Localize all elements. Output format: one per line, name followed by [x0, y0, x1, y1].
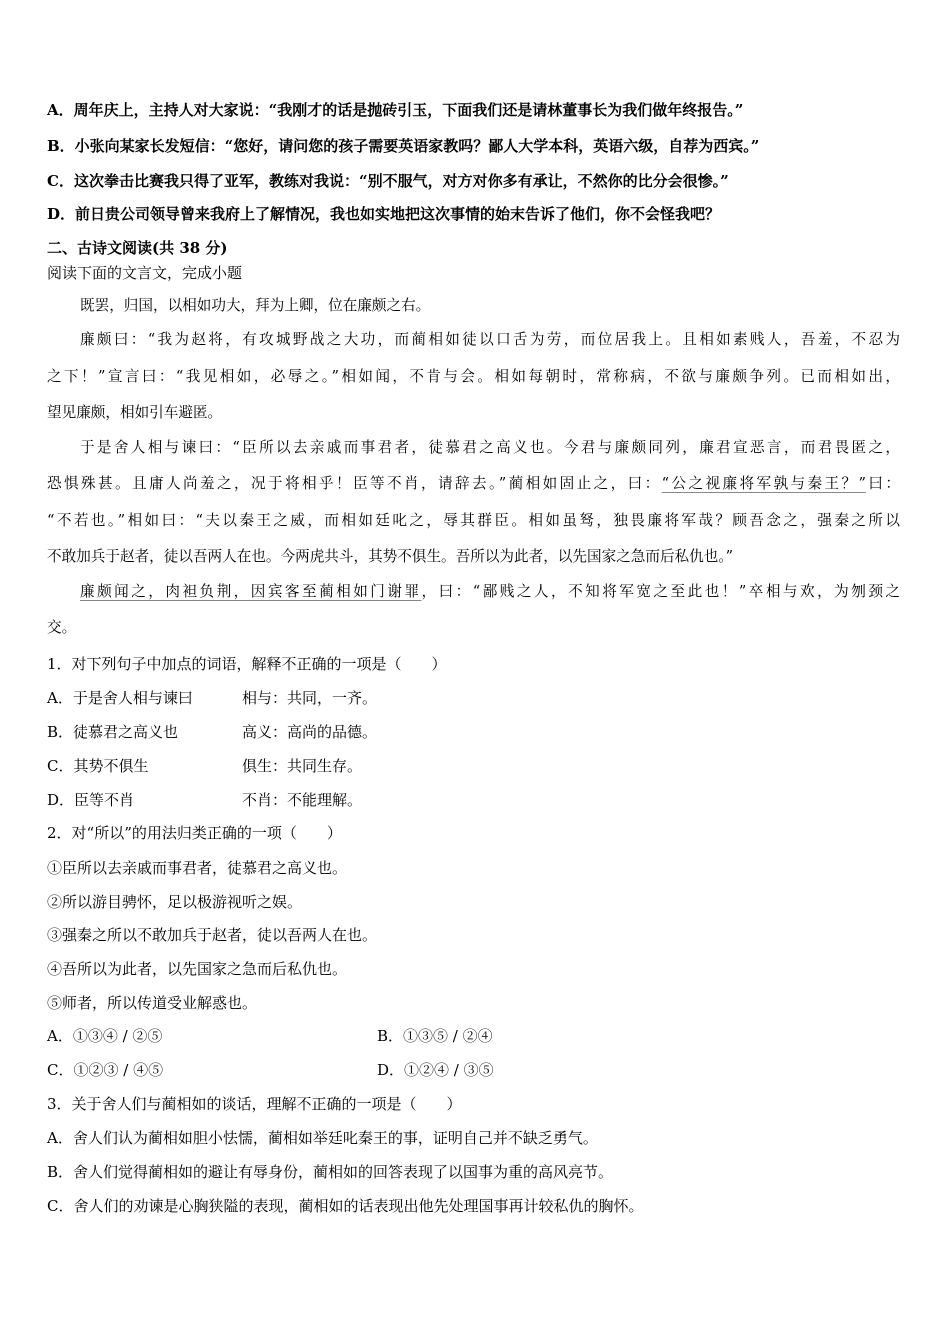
passage-line: 不敢加兵于赵者，徒以吾两人在也。今两虎共斗，其势不俱生。吾所以为此者，以先国家之急而后私仇也。”	[47, 548, 734, 565]
option-sentence: C．其势不俱生	[47, 757, 149, 775]
q1-option-c	[47, 756, 447, 776]
q3-option-b: B．舍人们觉得蔺相如的避让有辱身份，蔺相如的回答表现了以国事为重的高风亮节。	[47, 1163, 614, 1181]
q3-option-c: C．舍人们的劝谏是心胸狭隘的表现，蔺相如的话表现出他先处理国事再计较私仇的胸怀。	[47, 1197, 644, 1215]
passage-line: 望见廉颇，相如引车避匿。	[47, 404, 223, 421]
prev-option-c: C．这次拳击比赛我只得了亚军，教练对我说：“别不服气，对方对你多有承让，不然你的比分会很惨。”	[47, 172, 729, 190]
q2-options-row	[47, 1026, 647, 1046]
q2-option-c: C．①②③ / ④⑤	[47, 1061, 164, 1079]
passage-line	[47, 474, 900, 494]
q2-item: ③强秦之所以不敢加兵于赵者，徒以吾两人在也。	[47, 926, 378, 944]
option-explanation: 不肖：不能理解。	[242, 791, 363, 809]
underlined-sentence: “公之视廉将军孰与秦王？”	[661, 475, 866, 492]
passage-line: “不若也。”相如曰：“夫以秦王之威，而相如廷叱之，辱其群臣。相如虽驽，独畏廉将军哉？顾吾念之，强秦之所以	[47, 512, 900, 529]
passage-line: 之下！”宣言曰：“我见相如，必辱之。”相如闻，不肯与会。相如每朝时，常称病，不欲与廉颇争列。已而相如出，	[47, 368, 900, 385]
passage-text: ，曰：“鄙贱之人，不知将军宽之至此也！”卒相与欢，为刎颈之	[421, 583, 900, 600]
option-explanation: 俱生：共同生存。	[242, 757, 363, 775]
passage-line: 廉颇曰：“我为赵将，有攻城野战之大功，而蔺相如徒以口舌为劳，而位居我上。且相如素贱人，吾羞，不忍为	[80, 331, 900, 348]
instruction: 阅读下面的文言文，完成小题	[47, 264, 243, 282]
q2-options-row	[47, 1060, 647, 1080]
q2-option-b: B．①③⑤ / ②④	[377, 1027, 493, 1045]
q2-stem: 2．对“所以”的用法归类正确的一项（ ）	[47, 824, 342, 842]
q2-item: ⑤师者，所以传道受业解惑也。	[47, 994, 258, 1012]
passage-p1: 既罢，归国，以相如功大，拜为上卿，位在廉颇之右。	[80, 297, 431, 314]
q2-option-d: D．①②④ / ③⑤	[377, 1061, 494, 1079]
passage-line	[47, 582, 900, 602]
passage-line: 交。	[47, 619, 77, 636]
q1-stem: 1．对下列句子中加点的词语，解释不正确的一项是（ ）	[47, 655, 447, 673]
option-sentence: A．于是舍人相与谏曰	[47, 689, 193, 707]
q2-item: ②所以游目骋怀，足以极游视听之娱。	[47, 893, 303, 911]
option-sentence: D．臣等不肖	[47, 791, 135, 809]
q1-option-a	[47, 688, 447, 708]
q3-stem: 3．关于舍人们与蔺相如的谈话，理解不正确的一项是（ ）	[47, 1095, 462, 1113]
q2-item: ①臣所以去亲戚而事君者，徒慕君之高义也。	[47, 859, 348, 877]
prev-option-b: B．小张向某家长发短信：“您好，请问您的孩子需要英语家教吗？鄙人大学本科，英语六级，自荐为西宾。”	[47, 137, 760, 155]
option-explanation: 高义：高尚的品德。	[242, 723, 378, 741]
option-explanation: 相与：共同，一齐。	[242, 689, 378, 707]
section-title: 二、古诗文阅读(共 38 分)	[47, 239, 228, 257]
passage-text: 恐惧殊甚。且庸人尚羞之，况于将相乎！臣等不肖，请辞去。”蔺相如固止之，曰：	[47, 475, 662, 492]
prev-option-a: A．周年庆上，主持人对大家说：“我刚才的话是抛砖引玉，下面我们还是请林董事长为我们做年终报告。”	[47, 101, 744, 119]
q2-item: ④吾所以为此者，以先国家之急而后私仇也。	[47, 960, 348, 978]
q1-option-b	[47, 722, 447, 742]
q3-option-a: A．舍人们认为蔺相如胆小怯懦，蔺相如举廷叱秦王的事，证明自己并不缺乏勇气。	[47, 1129, 598, 1147]
q2-option-a: A．①③④ / ②⑤	[47, 1027, 163, 1045]
passage-text: 曰：	[865, 475, 900, 492]
prev-option-d: D．前日贵公司领导曾来我府上了解情况，我也如实地把这次事情的始末告诉了他们，你不会怪我吧？	[47, 205, 721, 223]
passage-line: 于是舍人相与谏曰：“臣所以去亲戚而事君者，徒慕君之高义也。今君与廉颇同列，廉君宣恶言，而君畏匿之，	[80, 439, 900, 456]
q1-option-d	[47, 790, 447, 810]
underlined-sentence: 廉颇闻之，肉袒负荆，因宾客至蔺相如门谢罪	[80, 583, 422, 600]
option-sentence: B．徒慕君之高义也	[47, 723, 179, 741]
